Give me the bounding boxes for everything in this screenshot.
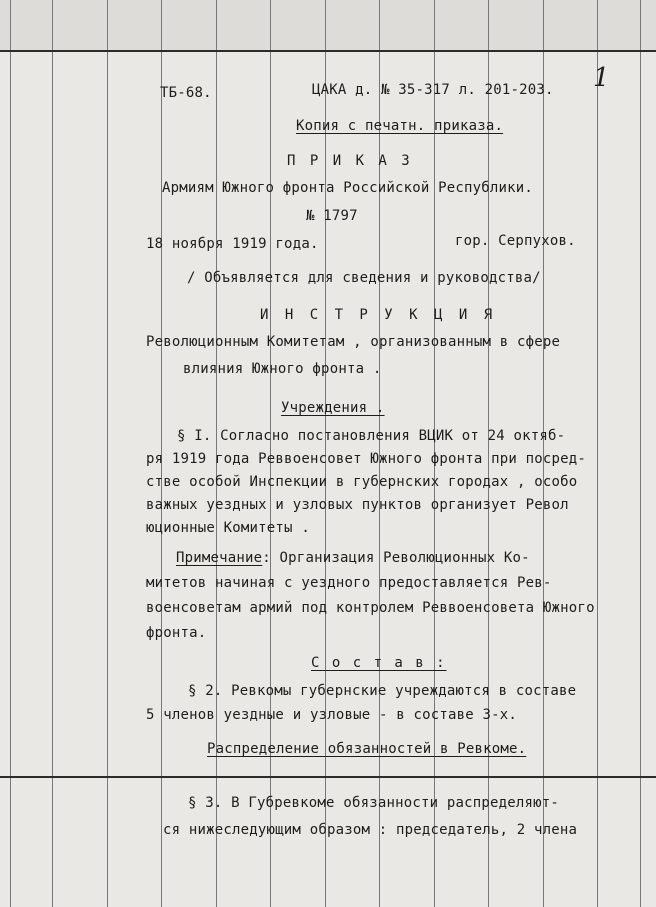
ledger-line [10, 0, 11, 907]
note-line: фронта. [146, 625, 207, 641]
ledger-line [52, 0, 53, 907]
section3-heading-text: Распределение обязанностей в Ревкоме. [207, 741, 527, 757]
note-text: : Организация Революционных Ко- [262, 550, 530, 566]
horizontal-rule [0, 50, 656, 52]
archive-reference: ЦАКА д. № 35-317 л. 201-203. [312, 82, 554, 98]
note-line: митетов начиная с уездного предоставляется Рев- [146, 575, 552, 591]
note-line: военсоветам армий под контролем Реввоенсовета Южного [146, 600, 595, 616]
top-band [0, 0, 656, 50]
section1-line: важных уездных и узловых пунктов организует Револ [146, 497, 569, 513]
section1-heading: Учреждения . [281, 400, 385, 416]
instruction-line: влияния Южного фронта . [183, 361, 382, 377]
document-subtitle: Армиям Южного фронта Российской Республики. [162, 180, 534, 196]
ledger-line [107, 0, 108, 907]
section2-heading: С о с т а в : [311, 655, 447, 671]
section1-line: ря 1919 года Реввоенсовет Южного фронта при посред- [146, 451, 587, 467]
section1-line: стве особой Инспекции в губернских городах , особо [146, 474, 578, 490]
instruction-title: И Н С Т Р У К Ц И Я [260, 307, 497, 323]
section3-line: § 3. В Губревкоме обязанности распределяют- [188, 795, 560, 811]
section3-line: ся нижеследующим образом : председатель, 2 члена [163, 822, 578, 838]
document-title: П Р И К А З [287, 153, 413, 169]
copy-note: Копия с печатн. приказа. [296, 118, 504, 134]
page-number: 1 [593, 63, 610, 93]
order-date: 18 ноября 1919 года. [146, 236, 319, 252]
note-label: Примечание [176, 550, 263, 566]
note-line-first [176, 550, 530, 566]
horizontal-rule [0, 776, 656, 778]
order-number: № 1797 [306, 208, 358, 224]
ledger-line [640, 0, 641, 907]
header-code: ТБ-68. [160, 85, 212, 101]
section1-line: § I. Согласно постановления ВЦИК от 24 октяб- [177, 428, 566, 444]
order-place: гор. Серпухов. [455, 233, 576, 249]
section2-line: 5 членов уездные и узловые - в составе 3-х. [146, 707, 518, 723]
announcement: / Объявляется для сведения и руководства/ [187, 270, 541, 286]
instruction-line: Революционным Комитетам , организованным в сфере [146, 334, 561, 350]
section3-heading [207, 741, 526, 757]
section2-line: § 2. Ревкомы губернские учреждаются в составе [188, 683, 577, 699]
ledger-line [597, 0, 598, 907]
section1-line: юционные Комитеты . [146, 520, 310, 536]
